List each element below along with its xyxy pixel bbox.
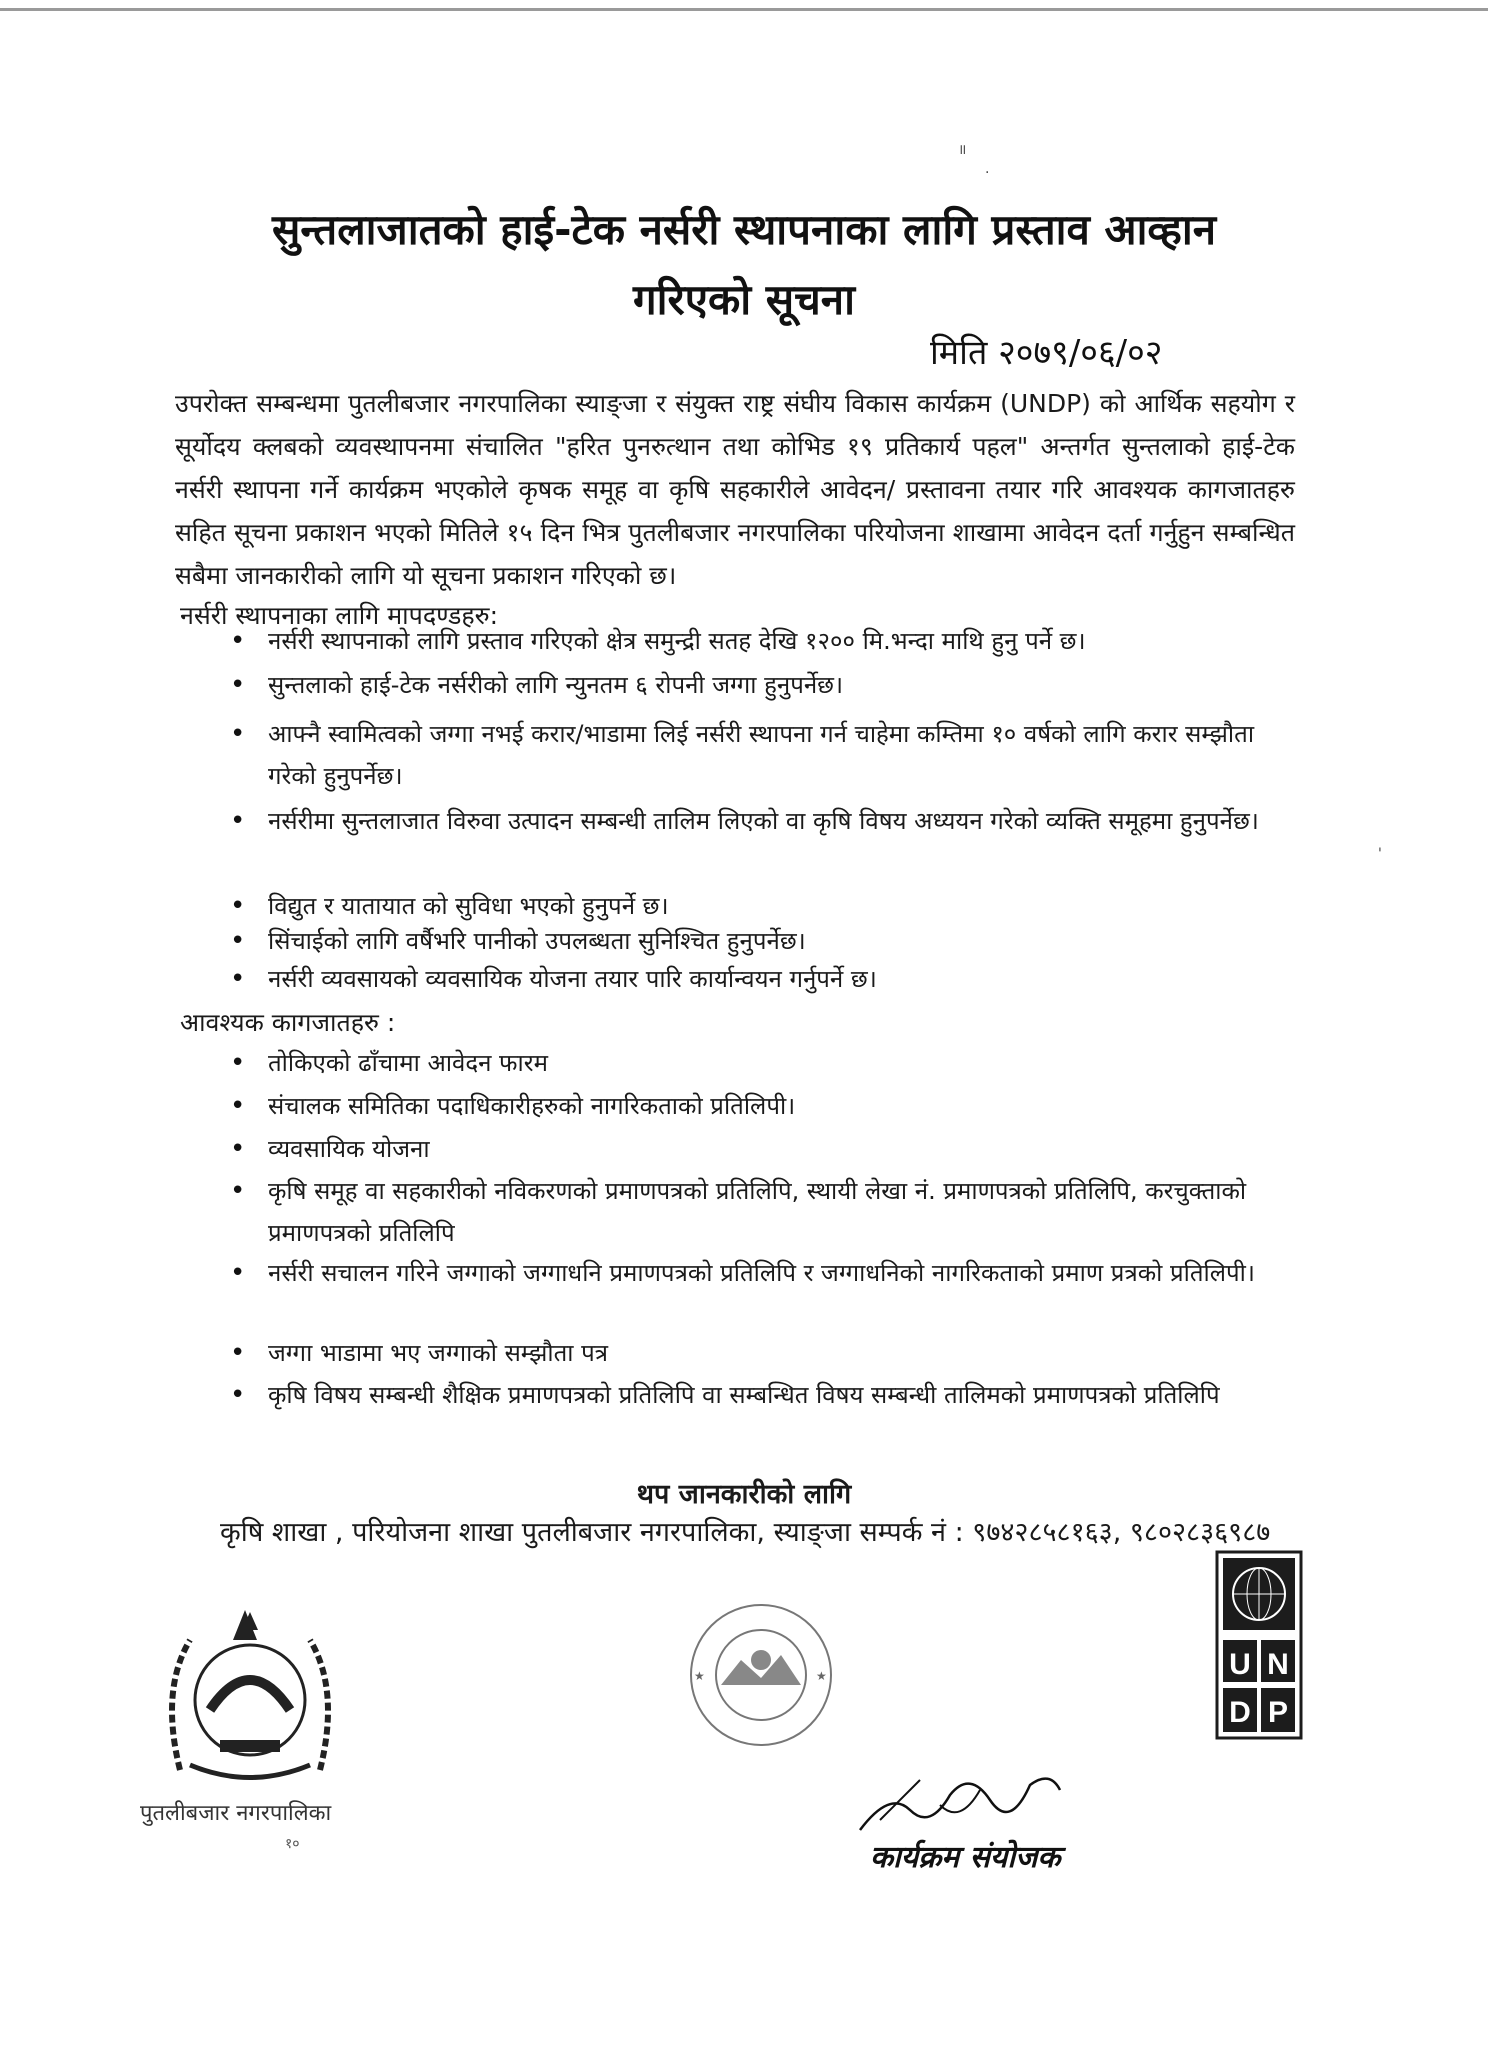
document-item: • व्यवसायिक योजना [268, 1128, 1298, 1170]
criteria-heading: नर्सरी स्थापनाका लागि मापदण्डहरु: [180, 601, 498, 630]
scan-speck: · [985, 165, 990, 181]
undp-letter: N [1267, 1648, 1289, 1681]
municipality-caption: पुतलीबजार नगरपालिका [140, 1801, 332, 1826]
notice-date: मिति २०७९/०६/०२ [930, 333, 1163, 373]
scan-edge-line [0, 8, 1488, 11]
document-item: • नर्सरी सचालन गरिने जग्गाको जग्गाधनि प्रमाणपत्रको प्रतिलिपि र जग्गाधनिको नागरिकताको प्रमाण प्रत्रको प्रतिलिपी। [268, 1252, 1298, 1294]
document-item: • कृषि विषय सम्बन्धी शैक्षिक प्रमाणपत्रको प्रतिलिपि वा सम्बन्धित विषय सम्बन्धी तालिमको प्रमाणपत्रको प्रतिलिपि [268, 1374, 1298, 1416]
svg-text:★: ★ [694, 1669, 705, 1683]
signer-title: कार्यक्रम संयोजक [870, 1840, 1061, 1875]
criteria-item: • सुन्तलाको हाई-टेक नर्सरीको लागि न्युनतम ६ रोपनी जग्गा हुनुपर्नेछ। [268, 664, 1298, 706]
svg-text:★: ★ [816, 1669, 827, 1683]
criteria-item: • आफ्नै स्वामित्वको जग्गा नभई करार/भाडामा लिई नर्सरी स्थापना गर्न चाहेमा कम्तिमा १० वर्षको लागि करार सम्झौता गरेको हुनुपर्नेछ। [268, 713, 1298, 797]
document-item: • तोकिएको ढाँचामा आवेदन फारम [268, 1042, 1298, 1084]
criteria-item: • नर्सरीमा सुन्तलाजात विरुवा उत्पादन सम्बन्धी तालिम लिएको वा कृषि विषय अध्ययन गरेको व्यक्ति समूहमा हुनुपर्नेछ। [268, 800, 1298, 842]
criteria-item: • नर्सरी स्थापनाको लागि प्रस्ताव गरिएको क्षेत्र समुन्द्री सतह देखि १२०० मि.भन्दा माथि हुनु पर्ने छ। [268, 620, 1298, 662]
contact-line: कृषि शाखा , परियोजना शाखा पुतलीबजार नगरपालिका, स्याङ्जा सम्पर्क नं : ९७४२८५८१६३, ९८०२८३६९८७ [220, 1517, 1271, 1548]
club-seal-icon [686, 1600, 836, 1750]
undp-letter: D [1229, 1696, 1251, 1729]
criteria-item: • सिंचाईको लागि वर्षैभरि पानीको उपलब्धता सुनिश्चित हुनुपर्नेछ। [268, 920, 1298, 962]
info-heading: थप जानकारीको लागि [636, 1479, 852, 1510]
criteria-item: • विद्युत र यातायात को सुविधा भएको हुनुपर्ने छ। [268, 885, 1298, 927]
undp-logo-icon [1215, 1550, 1303, 1740]
municipality-emblem-icon [150, 1590, 350, 1790]
notice-title-line2: गरिएको सूचना [633, 275, 855, 324]
documents-heading: आवश्यक कागजातहरु : [180, 1008, 396, 1037]
document-item: • जग्गा भाडामा भए जग्गाको सम्झौता पत्र [268, 1332, 1298, 1374]
undp-letter: U [1229, 1648, 1251, 1681]
document-item: • संचालक समितिका पदाधिकारीहरुको नागरिकताको प्रतिलिपी। [268, 1085, 1298, 1127]
notice-title-line1: सुन्तलाजातको हाई-टेक नर्सरी स्थापनाका लागि प्रस्ताव आव्हान [271, 205, 1217, 254]
intro-paragraph: उपरोक्त सम्बन्धमा पुतलीबजार नगरपालिका स्याङ्जा र संयुक्त राष्ट्र संघीय विकास कार्यक्रम (UNDP) को आर्थिक सहयोग र सूर्योदय क्लबको व्यवस्थापनमा संचालित "हरित पुनरुत्थान तथा कोभिड १९ प्रतिकार्य पहल" अन्तर्गत सुन्तलाको हाई-टेक नर्सरी स्थापना गर्ने कार्यक्रम भएकोले कृषक समूह वा कृषि सहकारीले आवेदन/ प्रस्तावना तयार गरि आवश्यक कागजातहरु सहित सूचना प्रकाशन भएको मितिले १५ दिन भित्र पुतलीबजार नगरपालिका परियोजना शाखामा आवेदन दर्ता गर्नुहुन सम्बन्धित सबैमा जानकारीको लागि यो सूचना प्रकाशन गरिएको छ। [175, 389, 1295, 590]
criteria-item: • नर्सरी व्यवसायको व्यवसायिक योजना तयार पारि कार्यान्वयन गर्नुपर्ने छ। [268, 958, 1298, 1000]
scan-speck: ॥ [958, 142, 967, 158]
scan-speck: ' [1378, 846, 1382, 862]
document-item: • कृषि समूह वा सहकारीको नविकरणको प्रमाणपत्रको प्रतिलिपि, स्थायी लेखा नं. प्रमाणपत्रको प्रतिलिपि, करचुक्ताको प्रमाणपत्रको प्रतिलिपि [268, 1170, 1298, 1254]
undp-letter: P [1267, 1696, 1289, 1729]
municipality-code: १० [285, 1836, 300, 1852]
